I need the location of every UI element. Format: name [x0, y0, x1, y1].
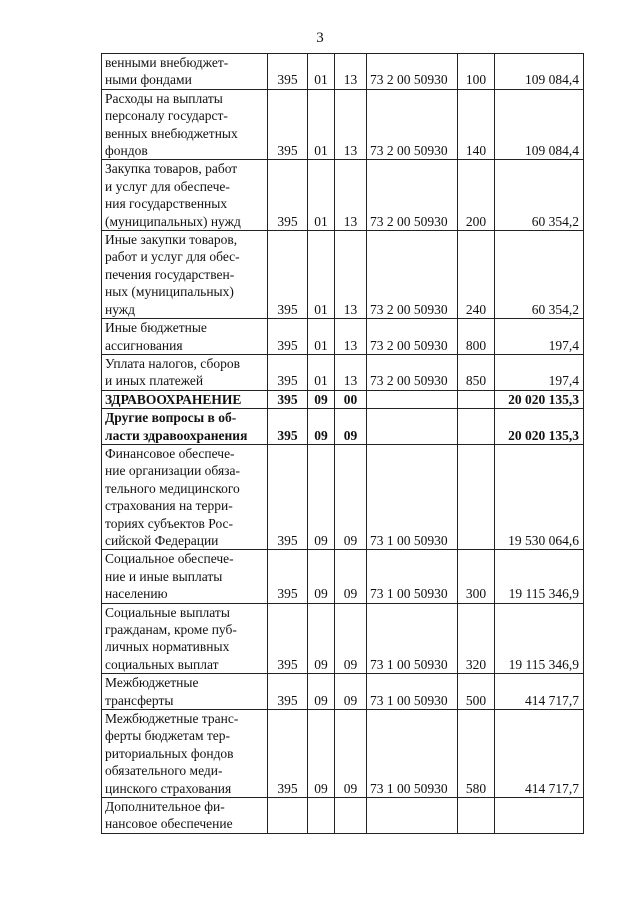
expense-type-code-cell: 100	[458, 54, 495, 90]
grbs-code-cell: 395	[268, 54, 308, 90]
expense-name-cell: Межбюджетные трансферты	[102, 674, 268, 710]
amount-cell: 109 084,4	[495, 54, 584, 90]
section-code-cell: 09	[308, 444, 335, 549]
table-row	[102, 231, 584, 319]
section-code-cell: 01	[308, 89, 335, 160]
subsection-code-cell: 00	[335, 390, 367, 408]
amount-cell: 20 020 135,3	[495, 409, 584, 445]
budget-table	[101, 53, 584, 834]
expense-name-cell: Иные закупки товаров, работ и услуг для обес- печения государствен- ных (муниципальных) нужд	[102, 231, 268, 319]
subsection-code-cell: 09	[335, 409, 367, 445]
amount-cell: 414 717,7	[495, 674, 584, 710]
amount-cell: 197,4	[495, 354, 584, 390]
subsection-code-cell: 13	[335, 54, 367, 90]
section-code-cell	[308, 798, 335, 834]
target-item-code-cell	[367, 390, 458, 408]
subsection-code-cell: 09	[335, 603, 367, 674]
expense-name-cell: Иные бюджетные ассигнования	[102, 319, 268, 355]
target-item-code-cell: 73 2 00 50930	[367, 354, 458, 390]
expense-name-cell: Финансовое обеспече- ние организации обяза- тельного медицинского страхования на терри- ториях субъектов Рос- сийской Федерации	[102, 444, 268, 549]
amount-cell: 60 354,2	[495, 231, 584, 319]
section-code-cell: 01	[308, 54, 335, 90]
expense-type-code-cell: 580	[458, 710, 495, 798]
section-code-cell: 01	[308, 354, 335, 390]
expense-type-code-cell	[458, 409, 495, 445]
grbs-code-cell: 395	[268, 231, 308, 319]
grbs-code-cell: 395	[268, 444, 308, 549]
subsection-code-cell: 09	[335, 710, 367, 798]
grbs-code-cell: 395	[268, 160, 308, 231]
amount-cell: 19 530 064,6	[495, 444, 584, 549]
section-code-cell: 09	[308, 550, 335, 603]
amount-cell: 197,4	[495, 319, 584, 355]
subsection-code-cell: 13	[335, 160, 367, 231]
target-item-code-cell: 73 2 00 50930	[367, 160, 458, 231]
target-item-code-cell: 73 2 00 50930	[367, 319, 458, 355]
section-code-cell: 09	[308, 409, 335, 445]
amount-cell: 414 717,7	[495, 710, 584, 798]
expense-name-cell: Другие вопросы в об- ласти здравоохранения	[102, 409, 268, 445]
table-row	[102, 89, 584, 160]
expense-type-code-cell: 300	[458, 550, 495, 603]
subsection-code-cell: 13	[335, 231, 367, 319]
expense-name-cell: Уплата налогов, сборов и иных платежей	[102, 354, 268, 390]
target-item-code-cell	[367, 798, 458, 834]
target-item-code-cell: 73 1 00 50930	[367, 550, 458, 603]
table-row	[102, 319, 584, 355]
amount-cell: 20 020 135,3	[495, 390, 584, 408]
section-code-cell: 09	[308, 674, 335, 710]
table-row	[102, 54, 584, 90]
section-code-cell: 09	[308, 710, 335, 798]
target-item-code-cell: 73 2 00 50930	[367, 54, 458, 90]
target-item-code-cell: 73 1 00 50930	[367, 444, 458, 549]
table-row	[102, 710, 584, 798]
grbs-code-cell: 395	[268, 603, 308, 674]
section-code-cell: 09	[308, 390, 335, 408]
grbs-code-cell: 395	[268, 354, 308, 390]
table-row	[102, 798, 584, 834]
expense-name-cell: венными внебюджет- ными фондами	[102, 54, 268, 90]
table-row	[102, 674, 584, 710]
section-code-cell: 01	[308, 160, 335, 231]
table-row	[102, 160, 584, 231]
target-item-code-cell: 73 1 00 50930	[367, 603, 458, 674]
table-row	[102, 603, 584, 674]
subsection-code-cell: 13	[335, 89, 367, 160]
expense-type-code-cell: 320	[458, 603, 495, 674]
table-row	[102, 409, 584, 445]
table-row	[102, 550, 584, 603]
amount-cell: 19 115 346,9	[495, 550, 584, 603]
target-item-code-cell	[367, 409, 458, 445]
grbs-code-cell	[268, 798, 308, 834]
grbs-code-cell: 395	[268, 319, 308, 355]
expense-type-code-cell: 140	[458, 89, 495, 160]
subsection-code-cell: 13	[335, 354, 367, 390]
section-code-cell: 01	[308, 231, 335, 319]
expense-type-code-cell	[458, 798, 495, 834]
expense-type-code-cell: 850	[458, 354, 495, 390]
expense-name-cell: Дополнительное фи- нансовое обеспечение	[102, 798, 268, 834]
amount-cell: 60 354,2	[495, 160, 584, 231]
expense-type-code-cell	[458, 444, 495, 549]
subsection-code-cell: 13	[335, 319, 367, 355]
table-row	[102, 390, 584, 408]
subsection-code-cell: 09	[335, 444, 367, 549]
grbs-code-cell: 395	[268, 674, 308, 710]
expense-name-cell: Социальное обеспече- ние и иные выплаты населению	[102, 550, 268, 603]
expense-type-code-cell: 500	[458, 674, 495, 710]
expense-type-code-cell: 240	[458, 231, 495, 319]
amount-cell: 19 115 346,9	[495, 603, 584, 674]
target-item-code-cell: 73 2 00 50930	[367, 231, 458, 319]
expense-name-cell: ЗДРАВООХРАНЕНИЕ	[102, 390, 268, 408]
grbs-code-cell: 395	[268, 550, 308, 603]
grbs-code-cell: 395	[268, 409, 308, 445]
subsection-code-cell	[335, 798, 367, 834]
target-item-code-cell: 73 1 00 50930	[367, 674, 458, 710]
grbs-code-cell: 395	[268, 390, 308, 408]
expense-type-code-cell: 800	[458, 319, 495, 355]
section-code-cell: 09	[308, 603, 335, 674]
target-item-code-cell: 73 2 00 50930	[367, 89, 458, 160]
amount-cell: 109 084,4	[495, 89, 584, 160]
subsection-code-cell: 09	[335, 550, 367, 603]
grbs-code-cell: 395	[268, 710, 308, 798]
expense-name-cell: Социальные выплаты гражданам, кроме пуб- личных нормативных социальных выплат	[102, 603, 268, 674]
grbs-code-cell: 395	[268, 89, 308, 160]
section-code-cell: 01	[308, 319, 335, 355]
amount-cell	[495, 798, 584, 834]
subsection-code-cell: 09	[335, 674, 367, 710]
expense-name-cell: Расходы на выплаты персоналу государст- венных внебюджетных фондов	[102, 89, 268, 160]
expense-type-code-cell: 200	[458, 160, 495, 231]
table-row	[102, 444, 584, 549]
expense-name-cell: Межбюджетные транс- ферты бюджетам тер- риториальных фондов обязательного меди- цинского страхования	[102, 710, 268, 798]
target-item-code-cell: 73 1 00 50930	[367, 710, 458, 798]
expense-type-code-cell	[458, 390, 495, 408]
page-number: 3	[316, 30, 324, 46]
table-row	[102, 354, 584, 390]
expense-name-cell: Закупка товаров, работ и услуг для обеспече- ния государственных (муниципальных) нужд	[102, 160, 268, 231]
budget-table-body	[102, 54, 584, 834]
